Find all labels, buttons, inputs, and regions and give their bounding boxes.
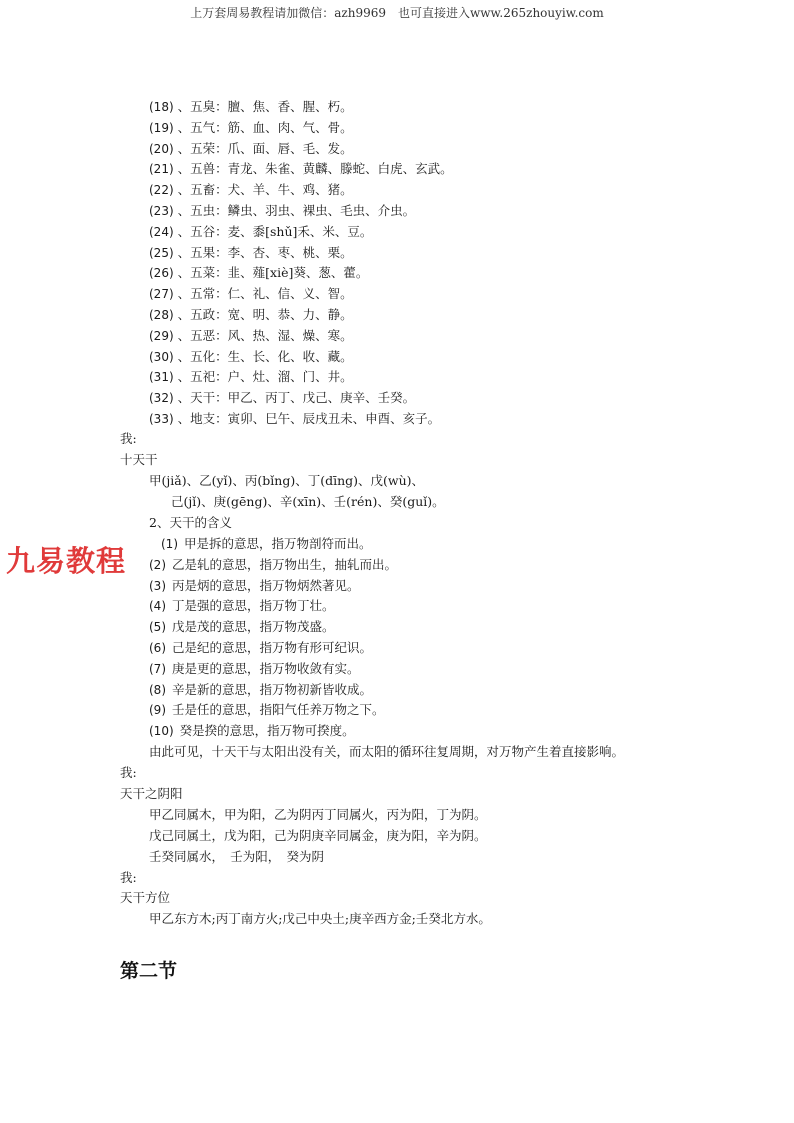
list-item — [149, 410, 440, 428]
list-item-text: 、五臭：膻、焦、香、腥、朽。 — [177, 99, 353, 114]
list-item-text: 、五兽：青龙、朱雀、黄麟、滕蛇、白虎、玄武。 — [177, 161, 453, 177]
meaning-item-text: 戊是茂的意思，指万物茂盛。 — [172, 619, 335, 635]
list-item-number: (20) — [149, 141, 174, 156]
list-item-text: 、地支：寅卯、巳午、辰戌丑未、申酉、亥子。 — [177, 411, 441, 426]
meaning-item — [149, 660, 360, 678]
list-item-number: (29) — [149, 328, 174, 343]
list-item-number: (33) — [149, 412, 174, 426]
meaning-item-text: 庚是更的意思，指万物收敛有实。 — [172, 660, 360, 676]
meaning-item — [149, 618, 335, 636]
list-item — [149, 160, 453, 178]
list-item-text: 、天干：甲乙、丙丁、戊己、庚辛、壬癸。 — [177, 390, 416, 406]
conclusion-text: 由此可见，十天干与太阳出没有关，而太阳的循环往复周期，对万物产生着直接影响。 — [149, 744, 625, 759]
page-header: 上万套周易教程请加微信：azh9969 也可直接进入www.265zhouyiw.com — [190, 6, 604, 20]
meaning-item-text: 丁是强的意思，指万物丁壮。 — [172, 598, 335, 614]
yinyang-line-3: 壬癸同属水， 壬为阳， 癸为阴 — [149, 849, 325, 864]
list-item-number: (31) — [149, 370, 174, 385]
me-label-1: 我: — [120, 431, 137, 446]
list-item — [149, 368, 353, 386]
list-item-number: (32) — [149, 391, 174, 406]
list-item — [149, 327, 353, 345]
yinyang-line-2: 戊己同属土，戊为阳，己为阴庚辛同属金，庚为阳，辛为阴。 — [149, 828, 487, 843]
fangwei-heading: 天干方位 — [120, 890, 171, 905]
list-item-text: 、五气：筋、血、肉、气、骨。 — [177, 119, 353, 135]
section-title: 第二节 — [120, 960, 178, 982]
meaning-item-text: 甲是拆的意思，指万物剖符而出。 — [184, 536, 372, 551]
list-item — [149, 264, 368, 282]
meaning-item-number: (6) — [149, 641, 166, 655]
list-item-number: (22) — [149, 183, 174, 198]
meaning-item-number: (7) — [149, 661, 166, 676]
list-item-text: 、五荣：爪、面、唇、毛、发。 — [177, 140, 353, 156]
meaning-item-text: 乙是轧的意思，指万物出生，抽轧而出。 — [172, 556, 398, 572]
me-label-2: 我: — [120, 765, 137, 780]
meaning-item — [149, 556, 397, 574]
list-item-number: (23) — [149, 204, 174, 218]
meaning-item-number: (9) — [149, 703, 166, 718]
tiangan-line-1: 甲(jiǎ)、乙(yǐ)、丙(bǐng)、丁(dīng)、戊(wù)、 — [149, 473, 425, 488]
list-item-text: 、五常：仁、礼、信、义、智。 — [177, 286, 353, 302]
list-item-text: 、五果：李、杏、枣、桃、栗。 — [177, 244, 353, 260]
meaning-heading: 2、天干的含义 — [149, 515, 232, 530]
meaning-item-number: (3) — [149, 578, 166, 593]
meaning-item-text: 己是纪的意思，指万物有形可纪识。 — [172, 640, 373, 655]
yinyang-heading: 天干之阴阳 — [120, 786, 183, 801]
meaning-item — [161, 535, 372, 553]
list-item-number: (19) — [149, 120, 174, 135]
list-item-number: (25) — [149, 245, 174, 260]
meaning-item — [149, 701, 385, 719]
tiangan-line-2: 己(jǐ)、庚(gēng)、辛(xīn)、壬(rén)、癸(guǐ)。 — [171, 494, 445, 509]
meaning-item — [149, 577, 360, 595]
list-item — [149, 119, 353, 137]
list-item-text: 、五谷：麦、黍[shǔ]禾、米、豆。 — [177, 223, 373, 239]
meaning-item — [149, 639, 372, 657]
list-item-text: 、五化：生、长、化、收、藏。 — [177, 348, 353, 364]
list-item-text: 、五虫：鳞虫、羽虫、裸虫、毛虫、介虫。 — [177, 203, 416, 218]
meaning-item — [149, 681, 372, 699]
meaning-item — [149, 722, 355, 740]
list-item-number: (28) — [149, 308, 174, 322]
list-item-text: 、五恶：风、热、湿、燥、寒。 — [177, 327, 353, 343]
list-item-text: 、五祀：户、灶、溜、门、井。 — [177, 369, 353, 385]
list-item — [149, 181, 353, 199]
list-item-number: (24) — [149, 224, 174, 239]
meaning-item-number: (4) — [149, 599, 166, 614]
list-item — [149, 223, 372, 241]
meaning-item-text: 壬是任的意思，指阳气任养万物之下。 — [172, 702, 385, 718]
yinyang-line-1: 甲乙同属木，甲为阳，乙为阴丙丁同属火，丙为阳，丁为阴。 — [149, 807, 487, 822]
tiangan-heading: 十天干 — [120, 452, 158, 467]
meaning-item-number: (1) — [161, 537, 178, 551]
list-item — [149, 140, 353, 158]
list-item-number: (27) — [149, 287, 174, 302]
meaning-item-text: 辛是新的意思，指万物初新皆收成。 — [172, 681, 373, 697]
list-item-text: 、五菜：韭、薤[xiè]葵、葱、藿。 — [177, 265, 369, 281]
meaning-item-text: 癸是揆的意思，指万物可揆度。 — [179, 723, 355, 739]
list-item — [149, 98, 353, 116]
list-item-number: (26) — [149, 266, 174, 281]
list-item — [149, 306, 353, 324]
list-item — [149, 348, 353, 366]
fangwei-line: 甲乙东方木;丙丁南方火;戊己中央土;庚辛西方金;壬癸北方水。 — [149, 911, 491, 926]
meaning-item-text: 丙是炳的意思，指万物炳然著见。 — [172, 577, 360, 593]
meaning-item-number: (10) — [149, 724, 174, 739]
list-item-number: (30) — [149, 349, 174, 364]
meaning-item — [149, 597, 335, 615]
meaning-item-number: (8) — [149, 682, 166, 697]
list-item — [149, 202, 415, 220]
list-item-text: 、五畜：犬、羊、牛、鸡、猪。 — [177, 182, 353, 198]
list-item — [149, 244, 353, 262]
list-item-number: (21) — [149, 162, 174, 177]
list-item-text: 、五政：宽、明、恭、力、静。 — [177, 307, 353, 322]
meaning-item-number: (2) — [149, 557, 166, 572]
list-item — [149, 285, 353, 303]
me-label-3: 我: — [120, 870, 137, 885]
meaning-item-number: (5) — [149, 620, 166, 635]
list-item-number: (18) — [149, 100, 174, 114]
watermark-logo: 九易教程 — [6, 544, 127, 578]
list-item — [149, 389, 415, 407]
